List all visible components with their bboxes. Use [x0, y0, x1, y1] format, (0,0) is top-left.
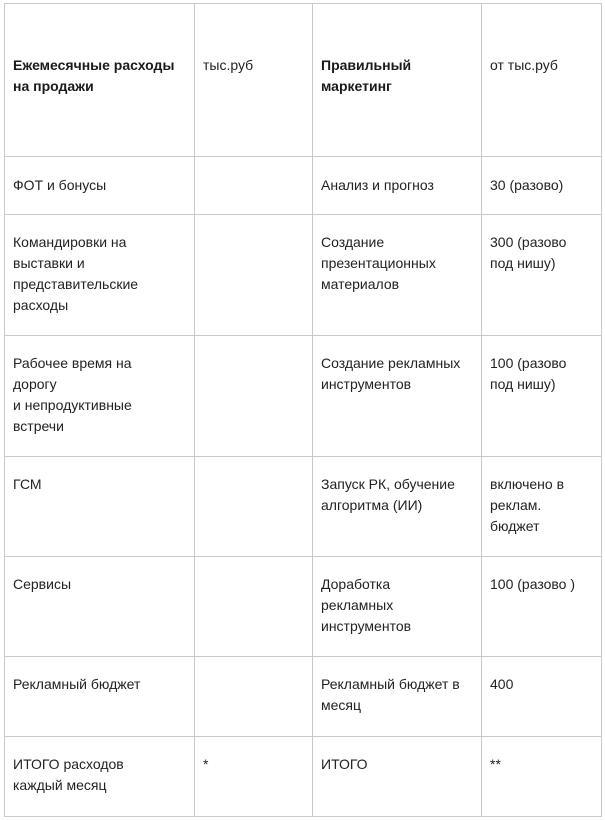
expense-value-cell — [195, 457, 313, 557]
header-from-thousand-rub: от тыс.руб — [482, 4, 602, 157]
table-row-total — [5, 737, 602, 817]
marketing-value-cell: включено в реклам. бюджет — [482, 457, 602, 557]
expense-value-cell: * — [195, 737, 313, 817]
expense-value-cell — [195, 157, 313, 215]
table-row — [5, 557, 602, 657]
expense-cell: Командировки на выставки и представительские расходы — [5, 215, 195, 336]
marketing-cell: Создание презентационных материалов — [313, 215, 482, 336]
expense-cell: Рабочее время на дорогу и непродуктивные встречи — [5, 336, 195, 457]
expense-cell: ИТОГО расходов каждый месяц — [5, 737, 195, 817]
marketing-cell: Запуск РК, обучение алгоритма (ИИ) — [313, 457, 482, 557]
table-row — [5, 657, 602, 737]
table-header-row — [5, 4, 602, 157]
table-row — [5, 215, 602, 336]
table-row — [5, 336, 602, 457]
table-row — [5, 457, 602, 557]
marketing-value-cell: ** — [482, 737, 602, 817]
expense-value-cell — [195, 215, 313, 336]
marketing-cell: Создание рекламных инструментов — [313, 336, 482, 457]
table-row — [5, 157, 602, 215]
marketing-cell: Доработка рекламных инструментов — [313, 557, 482, 657]
expense-value-cell — [195, 657, 313, 737]
header-monthly-sales-expenses: Ежемесячные расходы на продажи — [5, 4, 195, 157]
marketing-value-cell: 100 (разово под нишу) — [482, 336, 602, 457]
header-proper-marketing: Правильный маркетинг — [313, 4, 482, 157]
header-thousand-rub: тыс.руб — [195, 4, 313, 157]
marketing-cell: Анализ и прогноз — [313, 157, 482, 215]
marketing-value-cell: 30 (разово) — [482, 157, 602, 215]
marketing-value-cell: 100 (разово ) — [482, 557, 602, 657]
marketing-cell: Рекламный бюджет в месяц — [313, 657, 482, 737]
expense-value-cell — [195, 557, 313, 657]
comparison-table — [4, 3, 602, 817]
marketing-value-cell: 300 (разово под нишу) — [482, 215, 602, 336]
expense-cell: Рекламный бюджет — [5, 657, 195, 737]
marketing-cell: ИТОГО — [313, 737, 482, 817]
expense-cell: ФОТ и бонусы — [5, 157, 195, 215]
expense-value-cell — [195, 336, 313, 457]
marketing-value-cell: 400 — [482, 657, 602, 737]
expense-cell: Сервисы — [5, 557, 195, 657]
expense-cell: ГСМ — [5, 457, 195, 557]
